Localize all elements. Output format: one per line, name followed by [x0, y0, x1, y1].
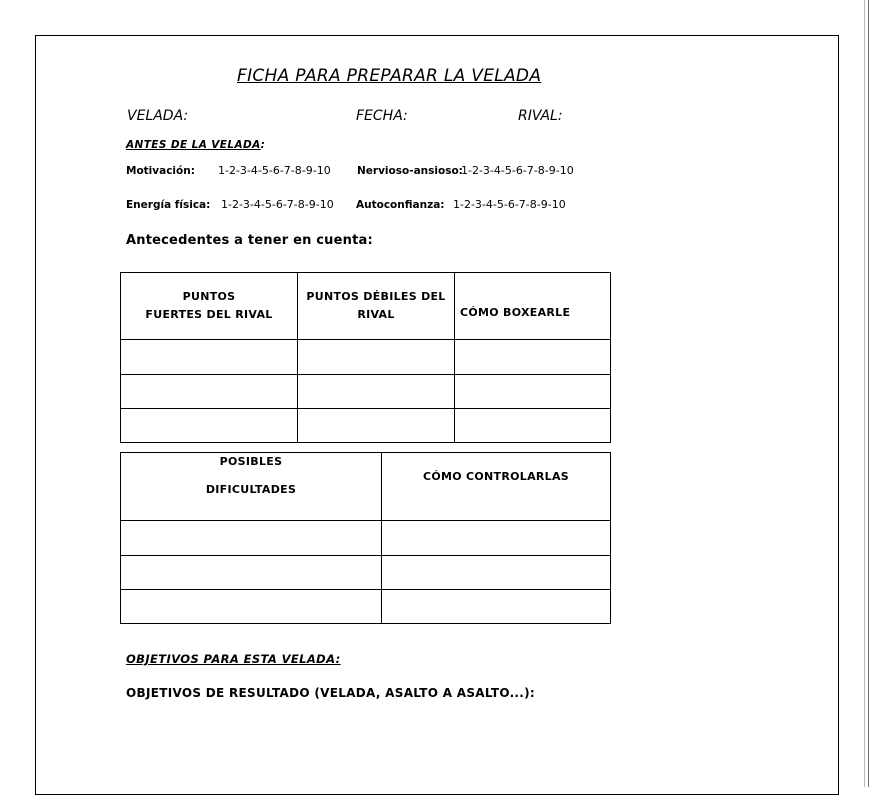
antes-section-title: ANTES DE LA VELADA: [126, 139, 261, 151]
nervioso-label: Nervioso-ansioso:: [357, 165, 463, 177]
nervioso-scale: 1-2-3-4-5-6-7-8-9-10: [461, 164, 574, 177]
table-cell[interactable]: [382, 521, 611, 556]
table-cell[interactable]: [455, 340, 611, 375]
fuertes-header: [121, 273, 298, 340]
fecha-label: FECHA:: [356, 108, 408, 124]
boxearle-header: CÓMO BOXEARLE: [455, 273, 611, 340]
difficulties-table: [120, 452, 611, 624]
objetivos-heading: OBJETIVOS PARA ESTA VELADA:: [126, 652, 341, 666]
document-page: [35, 35, 839, 795]
table-cell[interactable]: [298, 375, 455, 409]
velada-label: VELADA:: [127, 108, 189, 124]
debiles-header-line1: PUNTOS DÉBILES DEL: [306, 290, 446, 303]
table-cell[interactable]: [121, 521, 382, 556]
rival-analysis-table: [120, 272, 611, 443]
debiles-header-line2: RIVAL: [357, 308, 395, 321]
table-cell[interactable]: [298, 409, 455, 443]
table-row: [121, 590, 611, 624]
dificultades-header-line1: POSIBLES: [219, 455, 283, 468]
fuertes-header-line1: PUNTOS: [182, 290, 236, 303]
table-header-row: [121, 453, 611, 521]
table-row: [121, 521, 611, 556]
table-row: [121, 375, 611, 409]
table-row: [121, 556, 611, 590]
antes-colon: :: [260, 139, 265, 151]
objetivos-resultado-label: OBJETIVOS DE RESULTADO (VELADA, ASALTO A ASALTO...):: [126, 686, 536, 700]
table-row: [121, 409, 611, 443]
debiles-header: [298, 273, 455, 340]
controlarlas-header: CÓMO CONTROLARLAS: [382, 453, 611, 521]
motivacion-scale: 1-2-3-4-5-6-7-8-9-10: [218, 164, 331, 177]
autoconfianza-label: Autoconfianza:: [356, 199, 445, 211]
rival-label: RIVAL:: [518, 108, 563, 124]
table-cell[interactable]: [121, 590, 382, 624]
table-cell[interactable]: [121, 375, 298, 409]
dificultades-header: [121, 453, 382, 521]
table-cell[interactable]: [121, 556, 382, 590]
table-cell[interactable]: [298, 340, 455, 375]
fuertes-header-line2: FUERTES DEL RIVAL: [145, 308, 273, 321]
autoconfianza-scale: 1-2-3-4-5-6-7-8-9-10: [453, 198, 566, 211]
antes-heading: [126, 133, 265, 152]
table-cell[interactable]: [382, 590, 611, 624]
table-cell[interactable]: [455, 409, 611, 443]
document-title: FICHA PARA PREPARAR LA VELADA: [237, 66, 542, 86]
energia-scale: 1-2-3-4-5-6-7-8-9-10: [221, 198, 334, 211]
table-cell[interactable]: [121, 409, 298, 443]
motivacion-label: Motivación:: [126, 165, 195, 177]
table-cell[interactable]: [455, 375, 611, 409]
dificultades-header-line2: DIFICULTADES: [205, 483, 297, 496]
table-cell[interactable]: [121, 340, 298, 375]
table-cell[interactable]: [382, 556, 611, 590]
table-row: [121, 340, 611, 375]
table-header-row: [121, 273, 611, 340]
energia-label: Energía física:: [126, 199, 211, 211]
window-scroll-edge: [864, 0, 879, 787]
antecedentes-heading: Antecedentes a tener en cuenta:: [126, 233, 373, 248]
